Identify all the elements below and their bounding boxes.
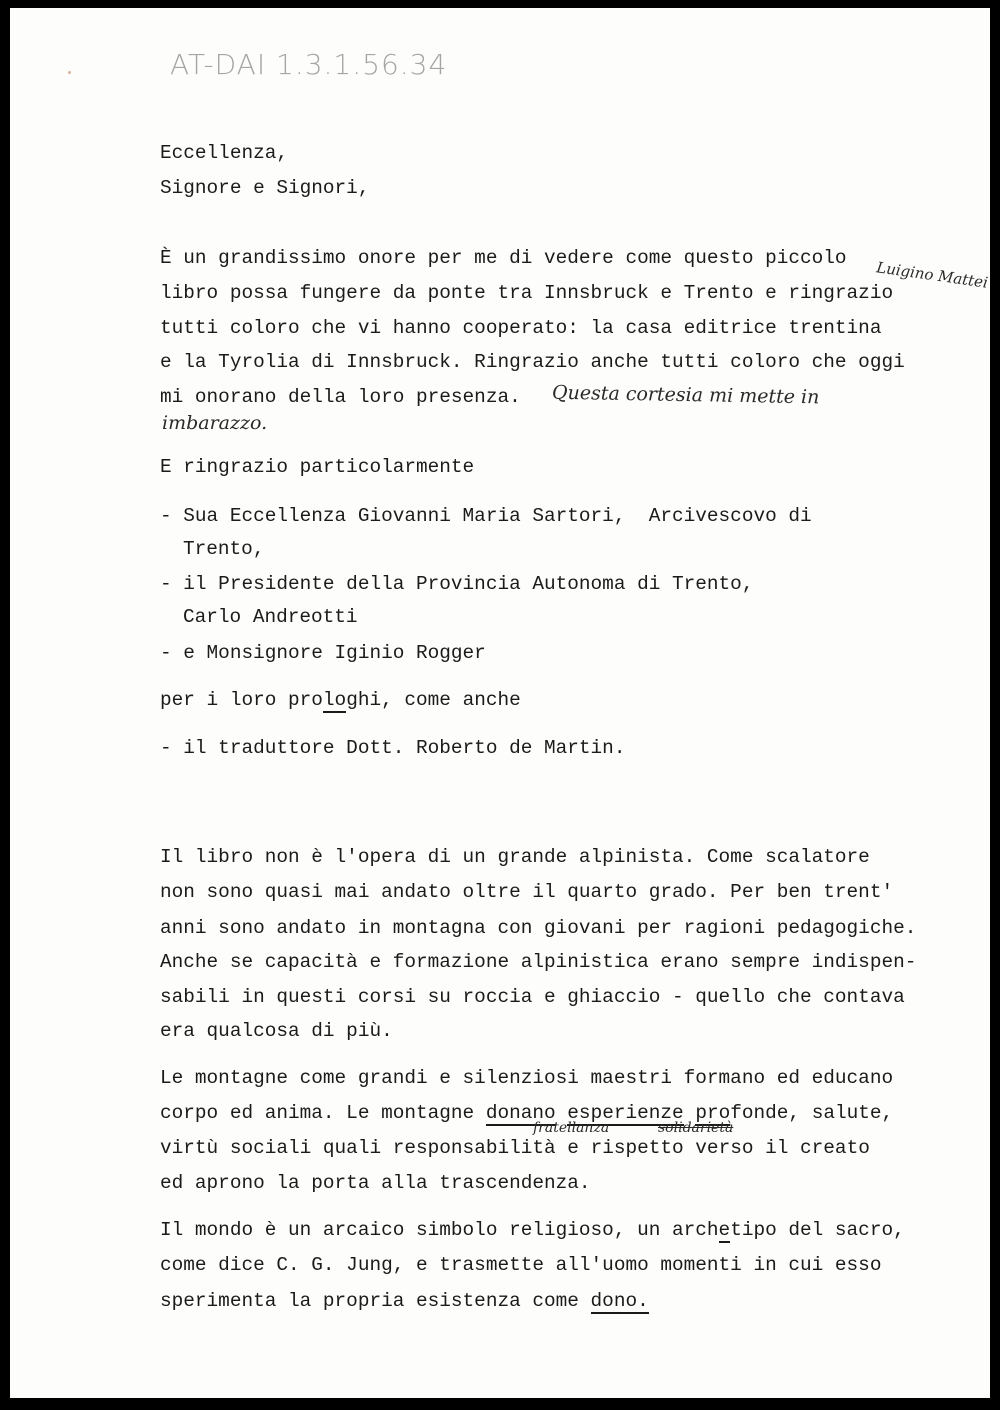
para3-line-4: ed aprono la porta alla trascendenza. — [160, 1172, 591, 1194]
para1-line-2: libro possa fungere da ponte tra Innsbruck e Trento e ringrazio — [160, 282, 894, 304]
para3-line-3 — [160, 1137, 870, 1159]
para1-line-1: È un grandissimo onore per me di vedere come questo piccolo — [160, 247, 847, 269]
handwritten-margin-name: Luigino Mattei — [875, 258, 990, 292]
underlined-donano: donano — [485, 1102, 556, 1124]
para1-line-5: mi onorano della loro presenza. — [160, 386, 521, 408]
prologhi-c: ghi, come anche — [346, 689, 521, 711]
greeting-line-1: Eccellenza, — [160, 142, 288, 164]
prologhi-underlined: lo — [322, 689, 347, 711]
thanks-prologhi — [160, 689, 521, 711]
thanks-intro: E ringrazio particolarmente — [160, 456, 475, 478]
para4-line-1-c: tipo del sacro, — [730, 1219, 905, 1241]
thanks-item-1: - Sua Eccellenza Giovanni Maria Sartori, Arcivescovo di — [160, 505, 812, 527]
para2-line-1: Il libro non è l'opera di un grande alpinista. Come scalatore — [160, 846, 870, 868]
thanks-item-3: - e Monsignore Iginio Rogger — [160, 642, 486, 664]
paper-speck — [68, 71, 71, 74]
para4-line-1 — [160, 1219, 905, 1241]
underlined-pro: pro — [695, 1102, 731, 1124]
handwritten-struck-word: solidarietà — [658, 1120, 734, 1136]
para2-line-5: sabili in questi corsi su roccia e ghiaccio - quello che contava — [160, 986, 905, 1008]
para2-line-6: era qualcosa di più. — [160, 1020, 393, 1042]
para3-line-3-c: e rispetto verso il creato — [555, 1137, 870, 1159]
archive-reference: AT-DAI 1.3.1.56.34 — [170, 48, 448, 81]
greeting-line-2: Signore e Signori, — [160, 177, 370, 199]
handwritten-insert-line-1: Questa cortesia mi mette in — [551, 381, 820, 409]
thanks-item-2-cont: Carlo Andreotti — [183, 606, 358, 628]
para2-line-2: non sono quasi mai andato oltre il quarto grado. Per ben trent' — [160, 881, 894, 903]
para3-line-2-a: corpo ed anima. Le montagne — [160, 1102, 486, 1124]
para3-line-3-a: virtù sociali quali — [160, 1137, 393, 1159]
para1-line-3: tutti coloro che vi hanno cooperato: la casa editrice trentina — [160, 317, 882, 339]
para4-line-1-a: Il mondo è un arcaico simbolo religioso, un arch — [160, 1219, 719, 1241]
prologhi-a: per i loro pro — [160, 689, 323, 711]
para2-line-4: Anche se capacità e formazione alpinistica erano sempre indispen- — [160, 951, 917, 973]
handwritten-fratellanza: fratellanza — [533, 1120, 610, 1136]
para4-line-2: come dice C. G. Jung, e trasmette all'uomo momenti in cui esso — [160, 1254, 882, 1276]
underlined-dono: dono. — [590, 1290, 649, 1312]
underlined-esperienze: esperienze — [567, 1102, 684, 1124]
para3-line-1: Le montagne come grandi e silenziosi maestri formano ed educano — [160, 1067, 894, 1089]
para3-line-2-g: fonde, salute, — [730, 1102, 894, 1124]
para2-line-3: anni sono andato in montagna con giovani per ragioni pedagogiche. — [160, 917, 917, 939]
para4-line-3-a: sperimenta la propria esistenza come — [160, 1290, 591, 1312]
word-responsabilita: responsabilità — [392, 1137, 556, 1159]
para4-line-3 — [160, 1290, 649, 1312]
thanks-item-4: - il traduttore Dott. Roberto de Martin. — [160, 737, 626, 759]
thanks-item-2: - il Presidente della Provincia Autonoma di Trento, — [160, 573, 754, 595]
handwritten-insert-line-2: imbarazzo. — [162, 412, 268, 434]
thanks-item-1-cont: Trento, — [183, 538, 265, 560]
para1-line-4: e la Tyrolia di Innsbruck. Ringrazio anche tutti coloro che oggi — [160, 351, 905, 373]
underlined-e: e — [718, 1219, 731, 1241]
para3-line-2 — [160, 1102, 893, 1124]
